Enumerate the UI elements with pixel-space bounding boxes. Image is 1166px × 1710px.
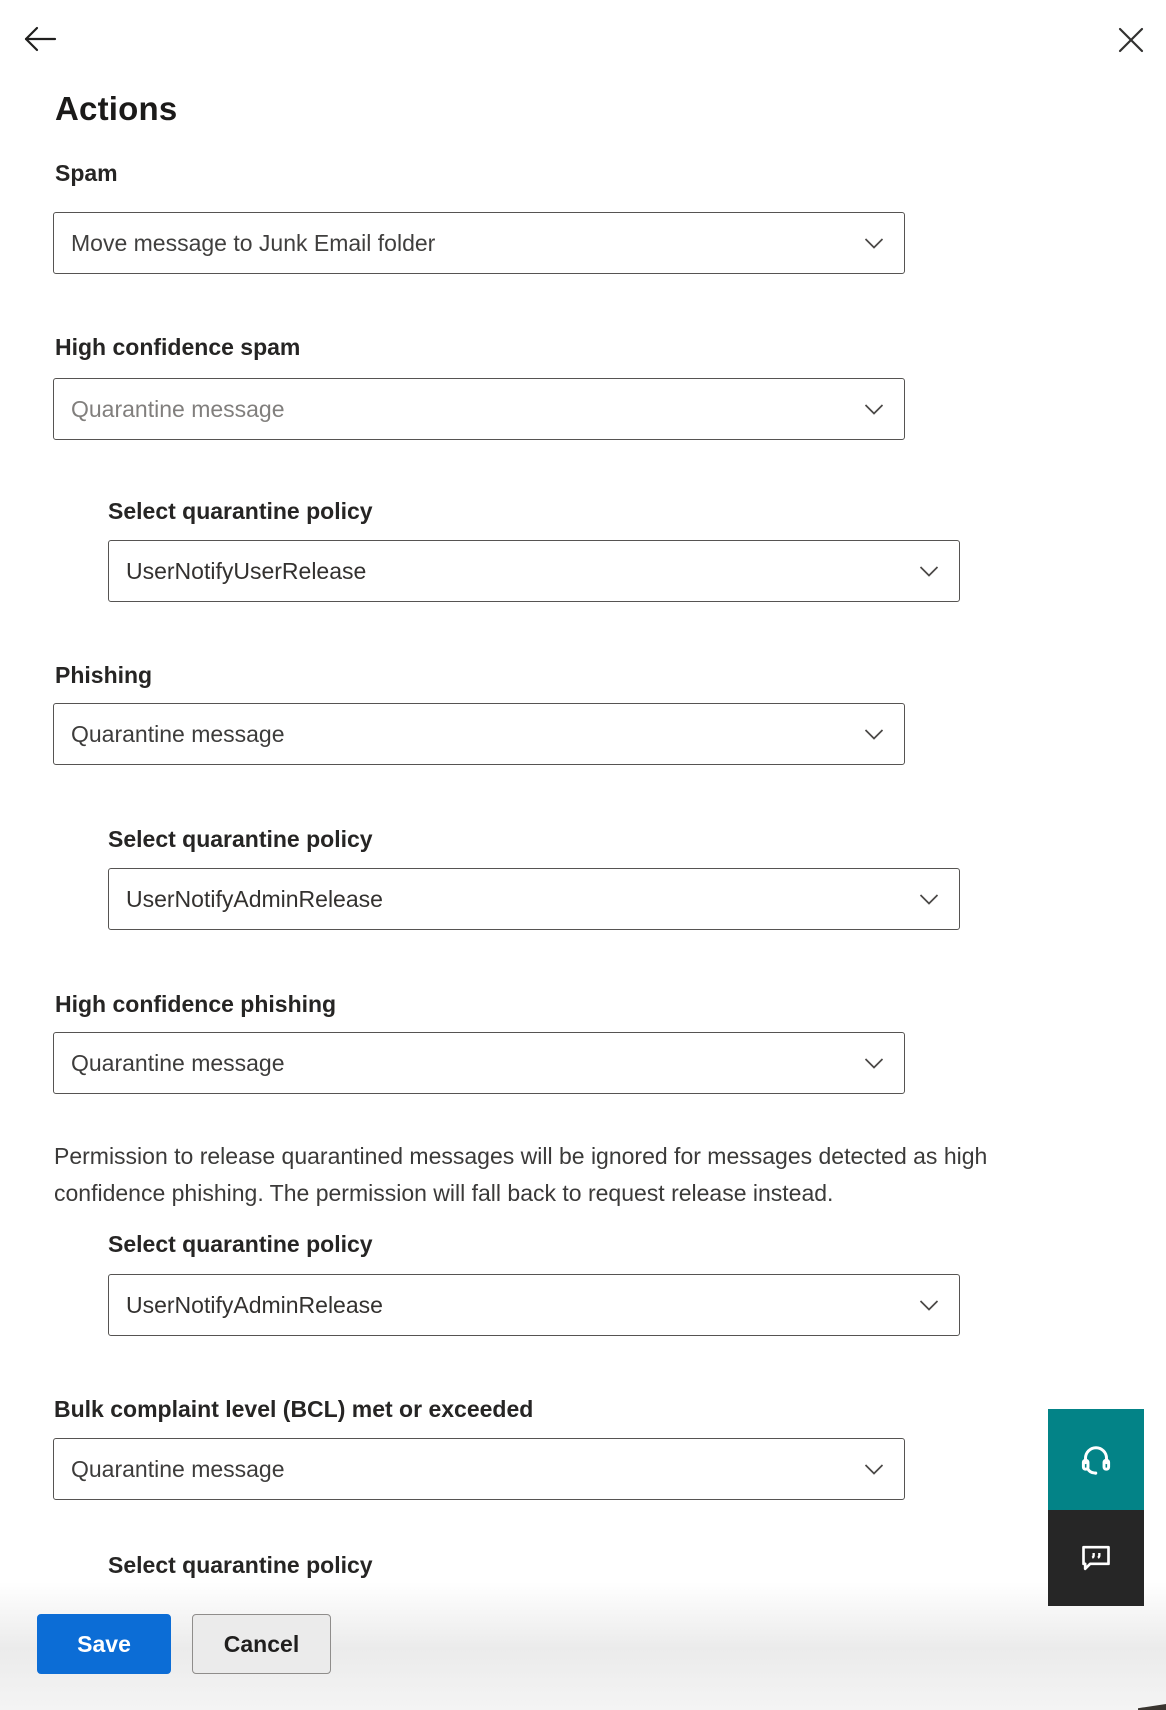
chevron-down-icon (862, 231, 886, 255)
headset-icon (1075, 1439, 1117, 1481)
arrow-left-icon (22, 44, 58, 59)
select-quarantine-policy-label-3: Select quarantine policy (108, 1231, 373, 1257)
feedback-button[interactable] (1048, 1510, 1144, 1606)
bulk-complaint-action-dropdown[interactable] (53, 1438, 905, 1500)
quarantine-policy-dropdown-1[interactable] (108, 540, 960, 602)
high-confidence-phishing-action-value: Quarantine message (71, 1049, 285, 1076)
chevron-down-icon (917, 559, 941, 583)
quarantine-policy-dropdown-3[interactable] (108, 1274, 960, 1336)
chevron-down-icon (862, 1457, 886, 1481)
chevron-down-icon (917, 1293, 941, 1317)
page-title: Actions (55, 90, 178, 127)
footer-bar (0, 1582, 1166, 1710)
select-quarantine-policy-label-2: Select quarantine policy (108, 826, 373, 852)
high-confidence-spam-label: High confidence spam (55, 334, 301, 360)
phishing-action-value: Quarantine message (71, 720, 285, 747)
high-confidence-phishing-action-dropdown[interactable] (53, 1032, 905, 1094)
help-button[interactable] (1048, 1409, 1144, 1510)
bulk-complaint-level-label: Bulk complaint level (BCL) met or exceeded (54, 1396, 534, 1422)
phishing-action-dropdown[interactable] (53, 703, 905, 765)
chevron-down-icon (917, 887, 941, 911)
bulk-complaint-action-value: Quarantine message (71, 1455, 285, 1482)
quarantine-policy-value-3: UserNotifyAdminRelease (126, 1291, 383, 1318)
select-quarantine-policy-label-1: Select quarantine policy (108, 498, 373, 524)
select-quarantine-policy-label-4-clipped: Select quarantine policy (108, 1552, 373, 1578)
close-icon (1116, 43, 1146, 58)
quarantine-policy-value-2: UserNotifyAdminRelease (126, 885, 383, 912)
spam-label: Spam (55, 160, 118, 186)
quarantine-policy-value-1: UserNotifyUserRelease (126, 557, 367, 584)
feedback-chat-icon (1076, 1538, 1116, 1578)
chevron-down-icon (862, 1051, 886, 1075)
spam-action-dropdown[interactable] (53, 212, 905, 274)
phishing-label: Phishing (55, 662, 153, 688)
high-confidence-spam-action-value: Quarantine message (71, 395, 285, 422)
chevron-down-icon (862, 722, 886, 746)
spam-action-value: Move message to Junk Email folder (71, 229, 436, 256)
chevron-down-icon (862, 397, 886, 421)
cancel-button[interactable]: Cancel (192, 1614, 331, 1674)
high-confidence-spam-action-dropdown[interactable] (53, 378, 905, 440)
quarantine-policy-dropdown-2[interactable] (108, 868, 960, 930)
high-confidence-phishing-label: High confidence phishing (55, 991, 337, 1017)
high-confidence-phishing-note: Permission to release quarantined messages will be ignored for messages detected as high confidence phishing. The permission will fall back to request release instead. (54, 1143, 988, 1206)
back-button[interactable] (22, 22, 58, 56)
close-button[interactable] (1114, 24, 1148, 56)
save-button[interactable]: Save (37, 1614, 171, 1674)
